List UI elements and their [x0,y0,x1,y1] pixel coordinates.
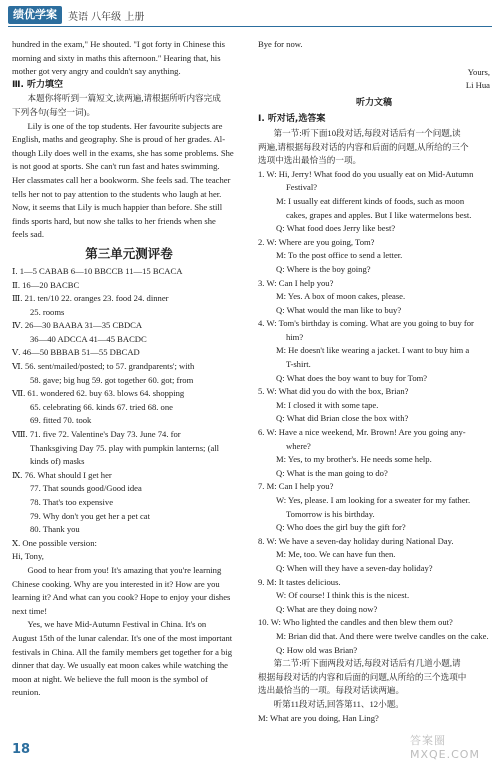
instruction-line: 下列各句(每空一词)。 [12,106,96,117]
letter-line: festivals in China. All the family members get together for a big [12,646,233,657]
instruction-line: 第二节:听下面两段对话,每段对话后有几道小题,请 [273,658,461,669]
unit-title: 第三单元测评卷 [85,245,173,261]
dialogue-line: Q: Where is the boy going? [276,263,371,274]
dialogue-line: Q: What did Brian close the box with? [276,413,409,424]
dialogue-line: M: Me, too. We can have fun then. [276,549,396,560]
letter-line: dinner that day. We usually eat moon cakes while watching the [12,660,228,671]
dialogue-line: 1. W: Hi, Jerry! What food do you usually eat on Mid-Autumn [258,168,474,179]
letter-line: moon at night. We believe the full moon is the symbol of [12,673,208,684]
instruction-line: 根据每段对话的内容和后面的问题,从所给的三个选项中 [258,671,467,682]
letter-line: Chinese cooking. Why are you interested in it? How are you [12,578,220,589]
intro-line: hundred in the exam," He shouted. "I got forty in Chinese this [12,39,225,49]
passage-line: is not good at sports. She can't run fast and hates swimming. [12,161,220,172]
dialogue-line: W: Of course! I think this is the nicest. [276,590,410,601]
answer-line: Ⅵ. 56. sent/mailed/posted; to 57. grandparents'; with [12,361,195,372]
answer-line: 36—40 ADCCA 41—45 BACDC [30,333,147,344]
answer-line: Thanksgiving Day 75. play with pumpkin lanterns; (all [30,442,220,453]
answer-line: 58. gave; big hug 59. got together 60. got; from [30,374,194,385]
dialogue-line: 7. M: Can I help you? [258,481,334,492]
answer-line: Ⅲ. 21. ten/10 22. oranges 23. food 24. dinner [12,293,169,304]
answer-line: Ⅹ. One possible version: [12,537,97,548]
dialogue-line: Q: What would the man like to buy? [276,304,402,315]
page-header [8,6,492,26]
letter-line: August 15th of the lunar calendar. It's one of the most important [12,632,233,643]
instruction-line: 第一节:听下面10段对话,每段对话后有一个问题,读 [273,127,461,138]
letter-line: Hi, Tony, [12,551,44,562]
passage-line: Lily is one of the top students. Her favourite subjects are [27,120,223,131]
passage-line: finds sports hard, but now she talks to her friends when she [12,215,216,226]
answer-line: Ⅸ. 76. What should I get her [12,469,112,480]
dialogue-line: M: Yes. A box of moon cakes, please. [276,291,406,302]
header-subtitle: 英语 八年级 上册 [68,12,145,23]
dialogue-line: Q: When will they have a seven-day holiday? [276,562,433,573]
dialogue-line: Q: Who does the girl buy the gift for? [276,522,406,533]
dialogue-line: Q: What does the boy want to buy for Tom? [276,372,428,383]
dialogue-line: 10. W: Who lighted the candles and then blew them out? [258,617,453,628]
letter-signature: Li Hua [465,80,490,91]
answer-line: 77. That sounds good/Good idea [30,483,142,494]
answer-line: Ⅴ. 46—50 BBBAB 51—55 DBCAD [12,347,140,358]
instruction-line: 听第11段对话,回答第11、12小题。 [273,698,404,709]
dialogue-line: 4. W: Tom's birthday is coming. What are you going to buy for [258,318,474,329]
section-heading: Ⅲ. 听力填空 [12,79,64,90]
dialogue-line: 3. W: Can I help you? [258,277,334,288]
dialogue-line: M: I usually eat different kinds of foods, such as moon [276,195,465,206]
dialogue-line: him? [286,331,304,342]
letter-closing: Bye for now. [258,39,303,49]
answer-line: Ⅳ. 26—30 BAABA 31—35 CBDCA [12,320,143,331]
dialogue-line: 9. M: It tastes delicious. [258,576,341,587]
dialogue-line: 8. W: We have a seven-day holiday during National Day. [258,535,454,546]
letter-line: next time! [12,605,48,616]
answer-line: 25. rooms [30,306,65,317]
dialogue-line: Q: What is the man going to do? [276,467,388,478]
answer-line: Ⅰ. 1—5 CABAB 6—10 BBCCB 11—15 BCACA [12,265,183,276]
answer-line: 80. Thank you [30,524,80,535]
dialogue-line: M: Brian did that. And there were twelve candles on the cake. [276,630,489,641]
instruction-line: 两遍,请根据每段对话的内容和后面的问题,从所给的三个 [258,141,469,152]
letter-line: Yes, we have Mid-Autumn Festival in China. It's on [27,619,207,630]
instruction-line: 选出最恰当的一项。每段对话读两遍。 [258,685,405,696]
dialogue-line: T-shirt. [286,359,311,370]
watermark-logo: 答案圈 MXQE.COM [410,734,480,761]
answer-line: Ⅱ. 16—20 BACBC [12,279,80,290]
letter-line: reunion. [12,687,41,698]
instruction-line: 本题你将听到一篇短文,读两遍,请根据所听内容完成 [27,93,221,104]
answer-line: Ⅷ. 71. five 72. Valentine's Day 73. June 74. for [12,429,181,440]
answer-line: Ⅶ. 61. wondered 62. buy 63. blows 64. shopping [12,388,185,399]
answer-line: 65. celebrating 66. kinds 67. tried 68. one [30,401,173,412]
dialogue-line: where? [286,440,311,451]
passage-line: English, maths and geography. She is proud of her grades. Al- [12,134,226,145]
passage-line: Now, it seems that Lily is much happier than before. She still [12,202,223,213]
dialogue-line: 5. W: What did you do with the box, Brian? [258,386,409,397]
dialogue-line: Q: What are they doing now? [276,603,378,614]
dialogue-line: Tomorrow is his birthday. [286,508,375,519]
dialogue-line: 6. W: Have a nice weekend, Mr. Brown! Are you going any- [258,427,466,438]
letter-closing: Yours, [467,66,490,77]
intro-line: morning and sixty in maths this afternoon." Hearing that, his [12,52,221,63]
dialogue-line: 2. W: Where are you going, Tom? [258,236,375,247]
dialogue-line: M: What are you doing, Han Ling? [258,712,379,723]
intro-line: mother got very angry and couldn't say anything. [12,66,181,77]
dialogue-line: cakes, grapes and apples. But I like watermelons best. [286,209,472,220]
passage-line: though Lily does well in the exams, she has some problems. She [12,147,234,158]
dialogue-line: M: To the post office to send a letter. [276,250,403,261]
header-rule [8,26,492,27]
letter-line: Good to hear from you! It's amazing that you're learning [27,564,222,575]
passage-line: Her classmates call her a bookworm. She feels sad. The teacher [12,174,231,185]
dialogue-line: M: Yes, to my brother's. He needs some help. [276,454,432,465]
answer-line: kinds of) masks [30,456,85,467]
passage-line: feels sad. [12,229,44,240]
section-heading: Ⅰ. 听对话,选答案 [258,114,326,125]
right-column [258,38,490,725]
brand-label: 绩优学案 [8,6,62,24]
dialogue-line: M: I closed it with some tape. [276,399,379,410]
dialogue-line: Q: How old was Brian? [276,644,358,655]
instruction-line: 选项中选出最恰当的一项。 [258,155,362,166]
answer-line: 79. Why don't you get her a pet cat [30,510,150,521]
dialogue-line: Festival? [286,182,318,193]
answer-line: 78. That's too expensive [30,497,114,507]
answer-line: 69. fitted 70. took [30,415,92,426]
page-number: 18 [12,742,31,757]
dialogue-line: W: Yes, please. I am looking for a sweater for my father. [276,495,471,505]
dialogue-line: Q: What food does Jerry like best? [276,223,396,234]
left-column [12,38,246,700]
transcript-title: 听力文稿 [355,97,392,108]
letter-line: learning it? And what can you cook? Hope to enjoy your dishes [12,592,231,603]
passage-line: tells her not to pay attention to the students who laugh at her. [12,188,222,199]
dialogue-line: M: He doesn't like wearing a jacket. I want to buy him a [276,345,470,356]
